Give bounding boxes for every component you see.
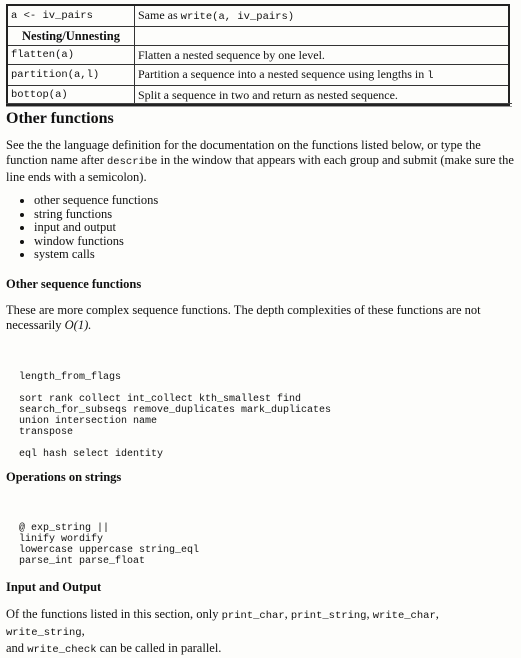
sequence-function-list[interactable]: length_from_flags sort rank collect int_collect kth_smallest find search_for_subseqs remove_duplicates mark_duplicates union intersection name transpose eql hash select identity (19, 372, 332, 460)
function-description: Split a sequence in two and return as nested sequence. (135, 86, 510, 106)
complexity-term: O(1). (64, 318, 92, 332)
link-system-calls[interactable]: • system calls (34, 248, 158, 262)
description-code: write(a, iv_pairs) (180, 11, 295, 23)
other-functions-intro (6, 138, 518, 185)
description-text: These are more complex sequence functions. The depth complexities of these functions are not necessarily (6, 303, 481, 332)
description-text: Partition a sequence into a nested sequence using lengths in (138, 67, 428, 81)
section-heading-strings: Operations on strings (6, 470, 122, 484)
input-output-description (6, 607, 516, 658)
function-description (135, 5, 510, 27)
function-name: write_char (372, 610, 436, 622)
link-other-sequence-functions[interactable]: • other sequence functions (34, 194, 158, 208)
function-name: write_string (6, 627, 82, 639)
separator: , (435, 607, 439, 621)
intro-text: in the window that appears with each group and submit (make sure the line ends with a semicolon). (6, 153, 514, 184)
section-heading-input-output: Input and Output (6, 580, 102, 594)
horizontal-rule (6, 103, 512, 104)
function-signature: flatten(a) (7, 46, 135, 65)
empty-cell (135, 27, 510, 46)
description-code: l (427, 70, 434, 82)
function-name: write_check (27, 644, 97, 656)
intro-text: See the the language definition for the documentation on the functions listed below, or type the function name after (6, 138, 481, 167)
description-text: Same as (138, 8, 181, 22)
table-group-row (7, 27, 509, 46)
function-signature: bottop(a) (7, 86, 135, 106)
separator: , (366, 607, 373, 621)
function-name: print_char (221, 610, 285, 622)
string-function-list[interactable]: @ exp_string || linify wordify lowercase uppercase string_eql parse_int parse_float (19, 523, 200, 567)
function-signature: a <- iv_pairs (7, 5, 135, 27)
other-sequence-description (6, 303, 516, 333)
function-signature: partition(a,l) (7, 65, 135, 86)
describe-keyword: describe (107, 156, 158, 168)
function-reference-table (6, 4, 510, 106)
section-heading-other-sequence: Other sequence functions (6, 277, 142, 291)
link-string-functions[interactable]: • string functions (34, 208, 158, 222)
function-group-list (6, 194, 158, 262)
function-description: Flatten a nested sequence by one level. (135, 46, 510, 65)
separator: , (81, 624, 85, 638)
function-name: print_string (290, 610, 367, 622)
section-heading-other-functions: Other functions (6, 110, 114, 127)
separator: , (284, 607, 291, 621)
table-row (7, 65, 509, 86)
function-description (135, 65, 510, 86)
description-text: and (6, 641, 28, 655)
link-input-and-output[interactable]: • input and output (34, 221, 158, 235)
description-text: Of the functions listed in this section, only (6, 607, 222, 621)
description-text: can be called in parallel. (96, 641, 222, 655)
table-row (7, 5, 509, 27)
link-window-functions[interactable]: • window functions (34, 235, 158, 249)
group-header-nesting: Nesting/Unnesting (7, 27, 135, 46)
horizontal-rule (6, 106, 512, 107)
table-row (7, 46, 509, 65)
